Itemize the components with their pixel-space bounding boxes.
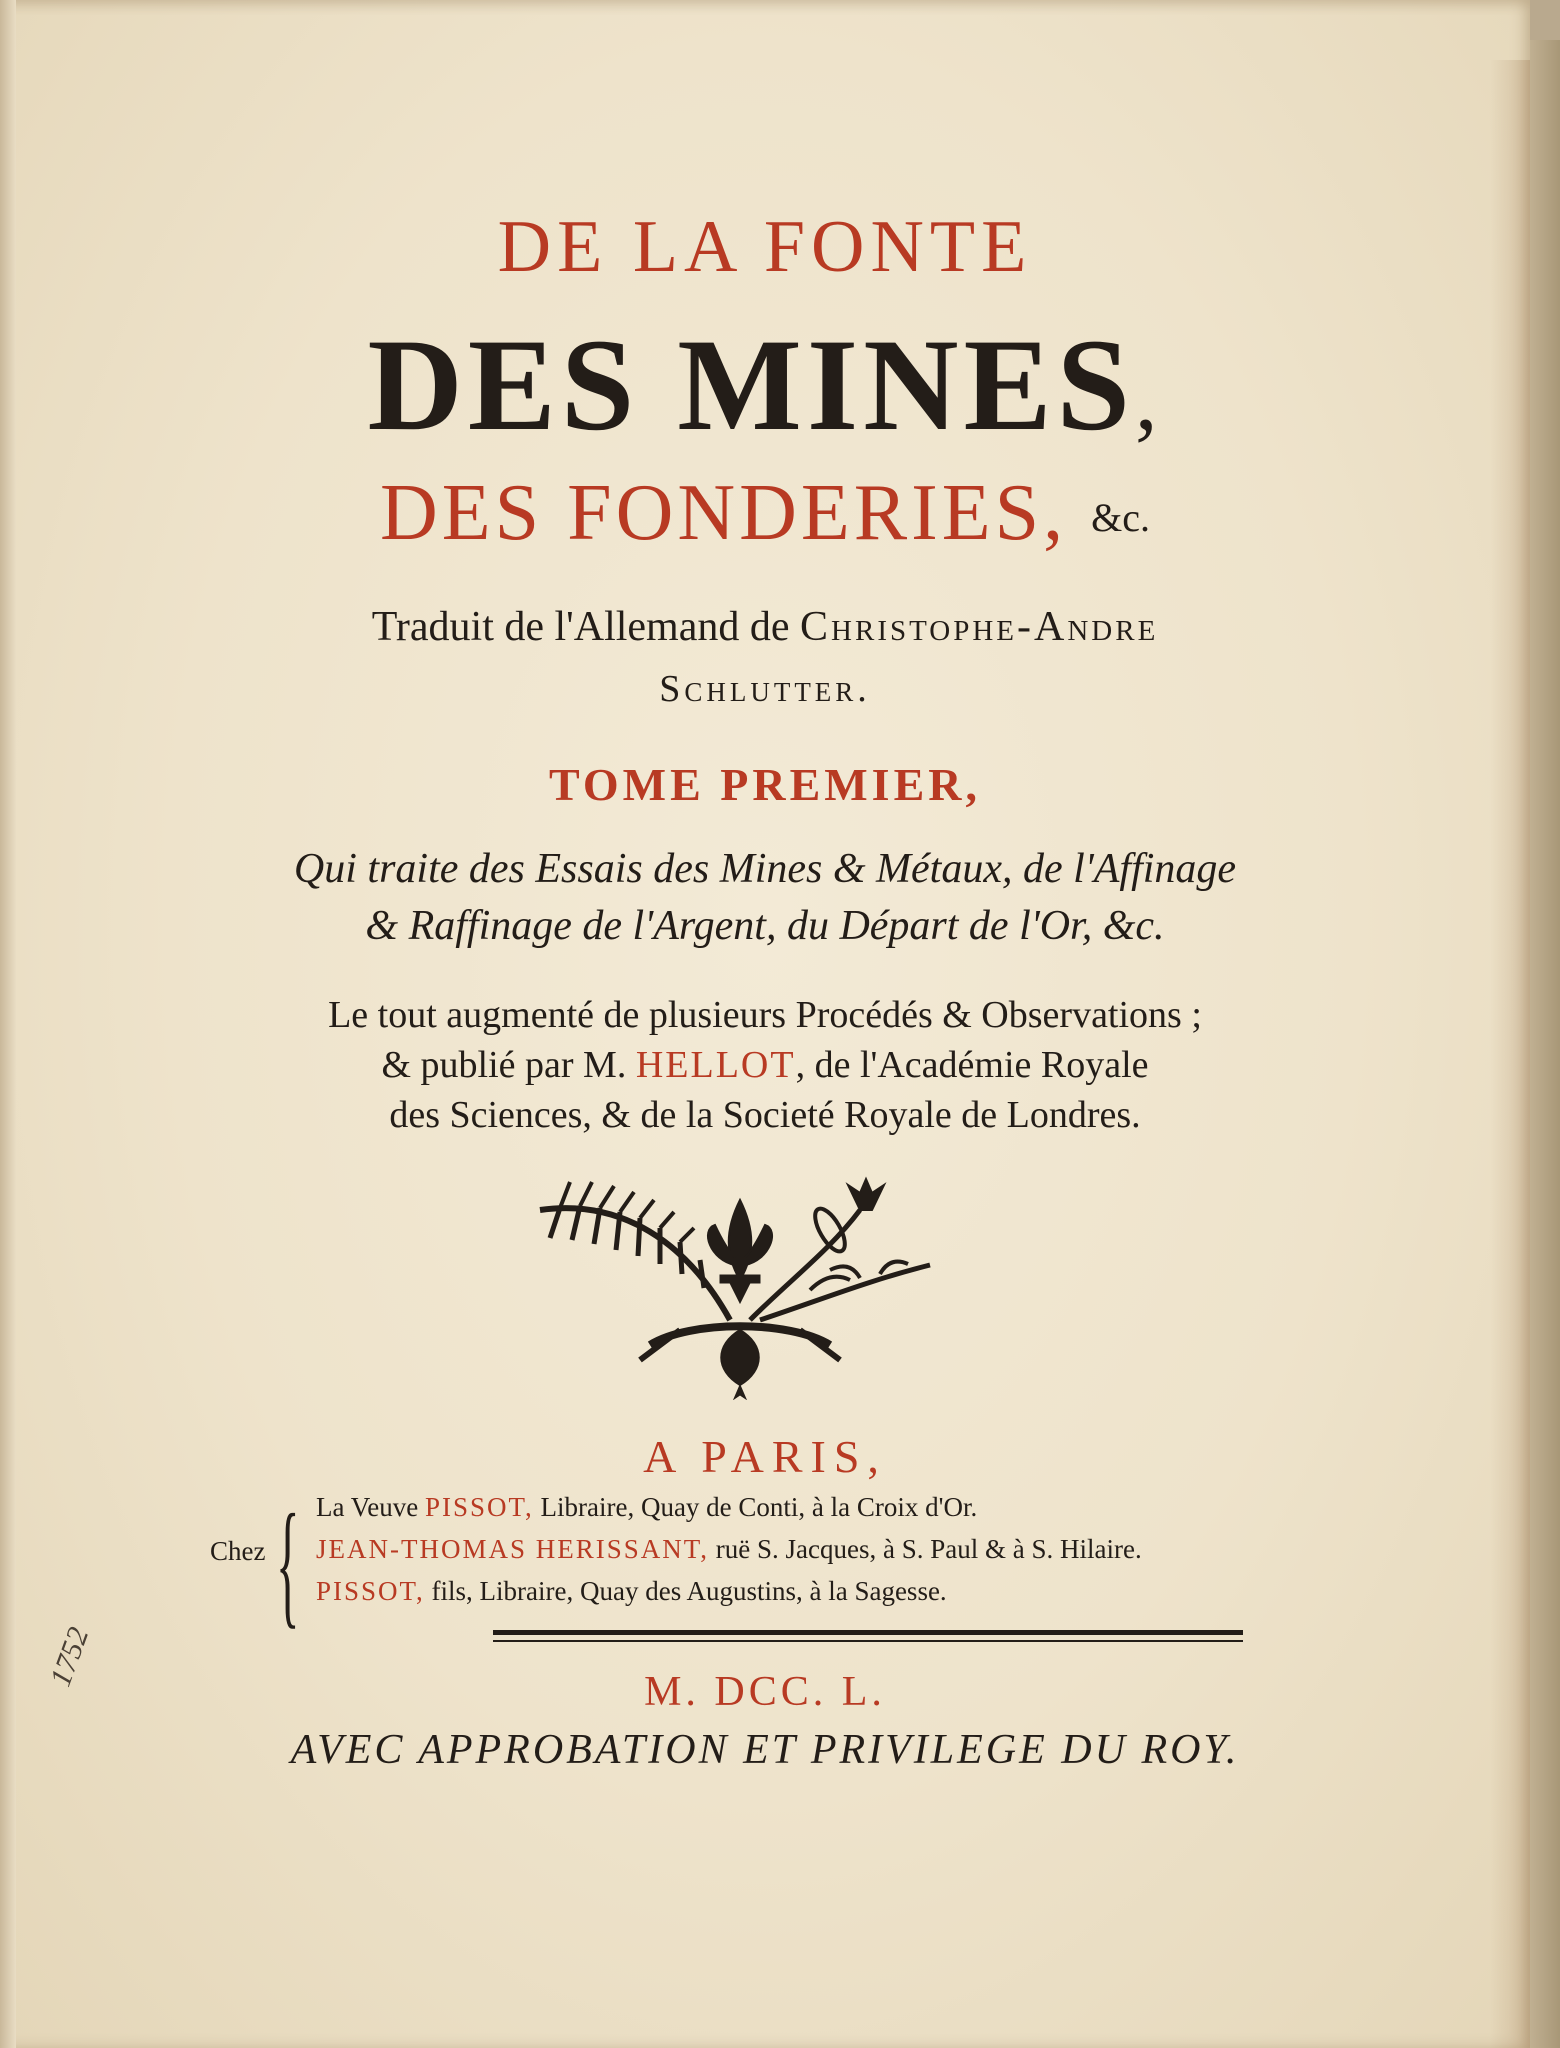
author-first-name: Christophe-Andre xyxy=(800,604,1159,650)
title-main: DES MINES xyxy=(367,311,1136,458)
title-fonderies: DES FONDERIES, xyxy=(379,469,1068,557)
rule-thick xyxy=(493,1630,1243,1635)
publisher-address: fils, Libraire, Quay des Augustins, à la Sagesse. xyxy=(431,1576,947,1606)
translation-line xyxy=(0,603,1530,651)
publisher-line xyxy=(316,1534,1142,1565)
publisher-line xyxy=(316,1492,977,1523)
author-last-name: Schlutter. xyxy=(659,668,871,710)
brace-icon: { xyxy=(276,1486,300,1641)
subject-line-1: Qui traite des Essais des Mines & Métaux, de l'Affinage xyxy=(293,846,1237,892)
handwritten-margin-note: 1752 xyxy=(43,1622,96,1691)
augmented-line-2 xyxy=(0,1043,1530,1087)
publisher-prefix: La Veuve xyxy=(316,1492,419,1522)
title-main-comma: , xyxy=(1135,350,1163,449)
double-rule-divider xyxy=(493,1630,1243,1644)
title-line-1: DE LA FONTE xyxy=(497,206,1033,288)
tome-heading: TOME PREMIER, xyxy=(549,759,981,810)
publisher-name: PISSOT, xyxy=(424,1492,534,1522)
publisher-name: JEAN-THOMAS HERISSANT, xyxy=(316,1534,710,1564)
fleur-de-lis-ornament-icon xyxy=(530,1170,950,1400)
subject-line-2: & Raffinage de l'Argent, du Départ de l'Or, &c. xyxy=(365,903,1165,949)
translation-prefix: Traduit de l'Allemand de xyxy=(371,604,790,650)
privilege-line: AVEC APPROBATION ET PRIVILEGE DU ROY. xyxy=(290,1727,1240,1773)
publication-year: M. DCC. L. xyxy=(644,1669,886,1715)
rule-thin xyxy=(493,1640,1243,1642)
title-line-2 xyxy=(0,308,1530,461)
publishers-block xyxy=(210,1486,1310,1641)
editor-name: HELLOT xyxy=(635,1044,796,1086)
chez-label: Chez xyxy=(210,1536,266,1566)
publisher-name: PISSOT, xyxy=(316,1576,425,1606)
augmented-line-3: des Sciences, & de la Societé Royale de Londres. xyxy=(389,1094,1141,1136)
publisher-address: Libraire, Quay de Conti, à la Croix d'Or. xyxy=(540,1492,978,1522)
augmented-line-1: Le tout augmenté de plusieurs Procédés & Observations ; xyxy=(328,994,1202,1036)
publisher-line xyxy=(316,1576,947,1607)
title-etc: &c. xyxy=(1091,495,1151,540)
title-line-3 xyxy=(0,468,1530,559)
augmented-prefix: & publié par M. xyxy=(381,1044,627,1086)
publisher-address: ruë S. Jacques, à S. Paul & à S. Hilaire. xyxy=(715,1534,1142,1564)
augmented-suffix: , de l'Académie Royale xyxy=(795,1044,1149,1086)
imprint-city: A PARIS, xyxy=(643,1431,887,1482)
